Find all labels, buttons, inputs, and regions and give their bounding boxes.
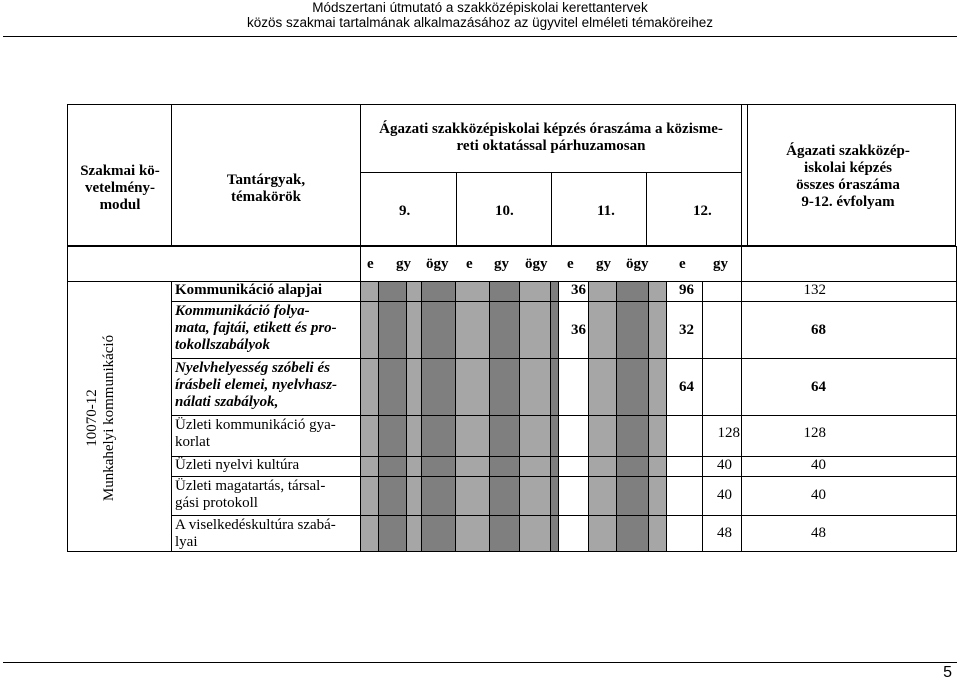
subhead-10-e: e (466, 256, 473, 272)
module-code: 10070-12 (84, 389, 100, 447)
module-label (84, 298, 124, 538)
header-line-2: közös szakmai tartalmának alkalmazásához az ügyvitel elméleti témaköreihez (247, 15, 713, 30)
row-label: Nyelvhelyesség szóbeli és írásbeli elemei, nyelvhasz- nálati szabályok, (175, 360, 338, 410)
row-label: Üzleti kommunikáció gya- korlat (175, 417, 336, 450)
cell-12-gy: 48 (717, 525, 732, 541)
row-label: Üzleti nyelvi kultúra (175, 457, 300, 473)
grade-12: 12. (693, 203, 712, 219)
subhead-11-gy: gy (596, 256, 611, 272)
subhead-10-gy: gy (494, 256, 509, 272)
total-hours-header: Ágazati szakközép- iskolai képzés összes óraszáma 9-12. évfolyam (786, 143, 910, 210)
row-label: Üzleti magatartás, társal- gási protokoll (175, 478, 326, 511)
header-line-1: Módszertani útmutató a szakközépiskolai kerettantervek (312, 0, 648, 15)
cell-12-e: 64 (679, 379, 694, 395)
page-header (0, 0, 960, 30)
cell-12-gy: 128 (717, 425, 740, 441)
subjects-column-header: Tantárgyak, témakörök (226, 172, 306, 205)
cell-total: 40 (811, 487, 826, 503)
cell-11-e: 36 (571, 322, 586, 338)
row-label: A viselkedéskultúra szabá- lyai (175, 517, 336, 550)
cell-total: 68 (811, 322, 826, 338)
cell-total: 64 (811, 379, 826, 395)
grade-10: 10. (495, 203, 514, 219)
cell-11-e: 36 (571, 282, 586, 298)
subhead-12-e: e (679, 256, 686, 272)
subhead-9-e: e (367, 256, 374, 272)
cell-total: 132 (803, 282, 826, 298)
module-name: Munkahelyi kommunikáció (101, 334, 117, 502)
subhead-12-gy: gy (713, 256, 728, 272)
cell-12-e: 32 (679, 322, 694, 338)
grade-9: 9. (399, 203, 411, 219)
module-column-header: Szakmai kö- vetelmény- modul (80, 163, 160, 213)
cell-total: 128 (803, 425, 826, 441)
cell-total: 48 (811, 525, 826, 541)
header-rule (3, 36, 957, 37)
footer-rule (3, 662, 957, 663)
subhead-10-ogy: ögy (525, 256, 548, 272)
subhead-11-ogy: ögy (626, 256, 649, 272)
subhead-9-gy: gy (396, 256, 411, 272)
parallel-hours-header: Ágazati szakközépiskolai képzés óraszáma a közisme- reti oktatással párhuzamosan (379, 121, 723, 154)
subhead-9-ogy: ögy (426, 256, 449, 272)
cell-12-gy: 40 (717, 487, 732, 503)
subhead-11-e: e (567, 256, 574, 272)
page-number: 5 (943, 664, 952, 681)
row-label: Kommunikáció alapjai (175, 282, 323, 298)
cell-12-gy: 40 (717, 457, 732, 473)
cell-total: 40 (811, 457, 826, 473)
grade-11: 11. (597, 203, 615, 219)
cell-12-e: 96 (679, 282, 694, 298)
row-label: Kommunikáció folya- mata, fajtái, etikett és pro- tokollszabályok (175, 303, 337, 353)
